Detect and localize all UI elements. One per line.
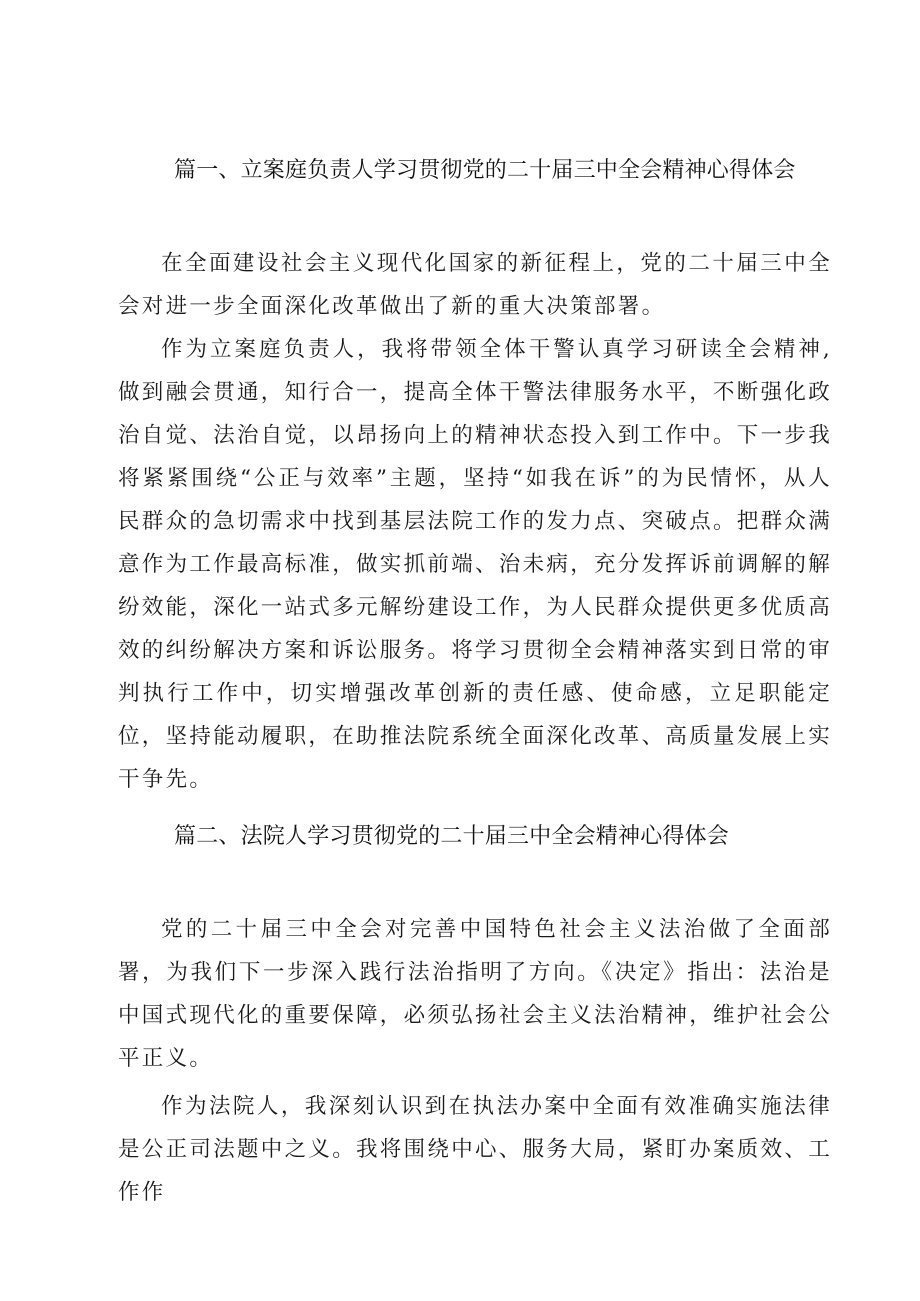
section-1-paragraph-1: 在全面建设社会主义现代化国家的新征程上，党的二十届三中全会对进一步全面深化改革做出了新的重大决策部署。 (118, 251, 832, 319)
section-1-title: 篇一、立案庭负责人学习贯彻党的二十届三中全会精神心得体会 (174, 158, 796, 183)
section-2-title: 篇二、法院人学习贯彻党的二十届三中全会精神心得体会 (174, 824, 730, 849)
section-2-paragraph-1: 党的二十届三中全会对完善中国特色社会主义法治做了全面部署，为我们下一步深入践行法治指明了方向。《决定》指出：法治是中国式现代化的重要保障，必须弘扬社会主义法治精神，维护社会公平正义。 (118, 917, 833, 1071)
section-2-paragraph-2: 作为法院人，我深刻认识到在执法办案中全面有效准确实施法律是公正司法题中之义。我将围绕中心、服务大局，紧盯办案质效、工作作 (118, 1094, 833, 1205)
section-1-paragraph-2: 作为立案庭负责人，我将带领全体干警认真学习研读全会精神,做到融会贯通，知行合一，提高全体干警法律服务水平，不断强化政治自觉、法治自觉，以昂扬向上的精神状态投入到工作中。下一步我将紧紧围绕“公正与效率”主题，坚持“如我在诉”的为民情怀，从人民群众的急切需求中找到基层法院工作的发力点、突破点。把群众满意作为工作最高标准，做实抓前端、治未病，充分发挥诉前调解的解纷效能，深化一站式多元解纷建设工作，为人民群众提供更多优质高效的纠纷解决方案和诉讼服务。将学习贯彻全会精神落实到日常的审判执行工作中，切实增强改革创新的责任感、使命感，立足职能定位，坚持能动履职，在助推法院系统全面深化改革、高质量发展上实干争先。 (118, 337, 833, 792)
